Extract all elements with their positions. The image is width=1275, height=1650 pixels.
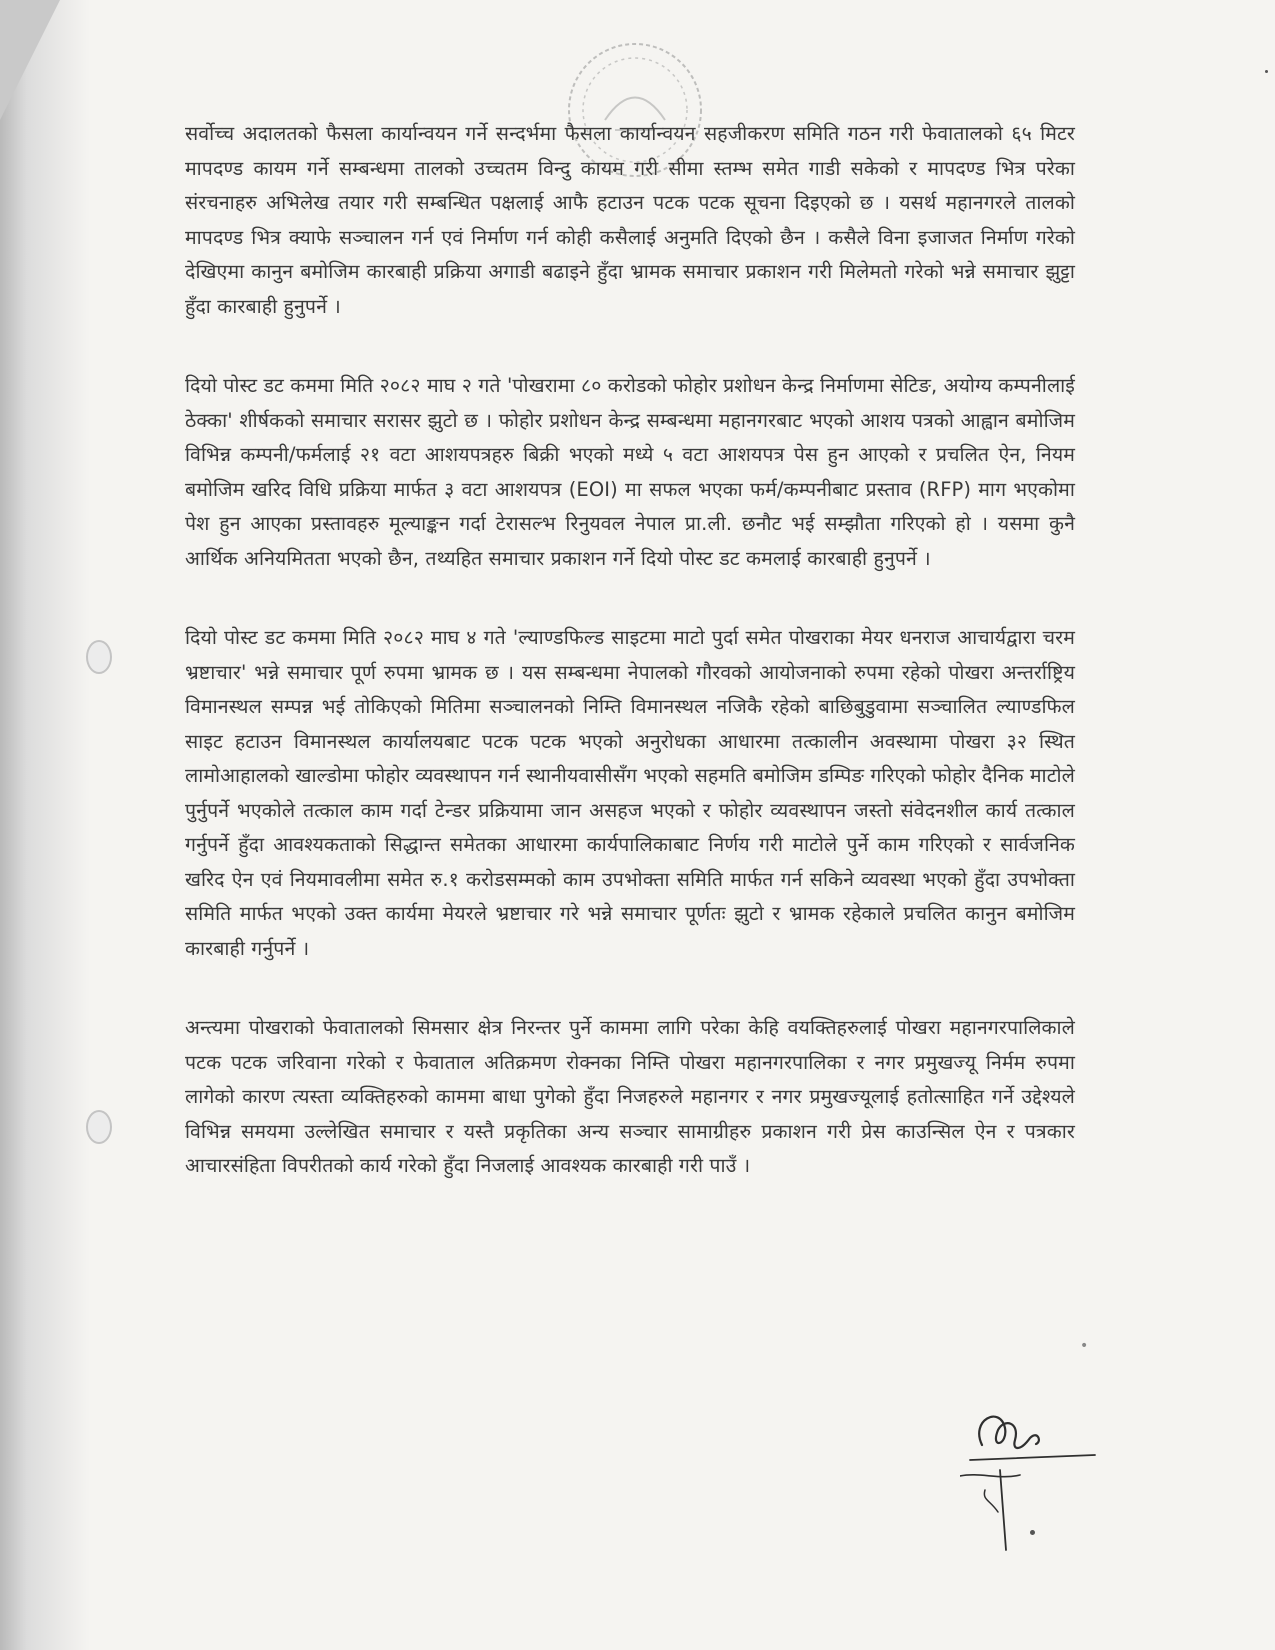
scan-edge-shadow <box>0 0 90 1650</box>
paragraph-conclusion: अन्त्यमा पोखराको फेवातालको सिमसार क्षेत्र निरन्तर पुर्ने काममा लागि परेका केहि वयक्तिहरुलाई पोखरा महानगरपालिकाले पटक पटक जरिवाना गरेको र फेवाताल अतिक्रमण रोक्नका निम्ति पोखरा महानगरपालिका र नगर प्रमुखज्यू निर्मम रुपमा लागेको कारण त्यस्ता व्यक्तिहरुको काममा बाधा पुगेको हुँदा निजहरुले महानगर र नगर प्रमुखज्यूलाई हतोत्साहित गर्ने उद्देश्यले विभिन्न समयमा उल्लेखित समाचार र यस्तै प्रकृतिका अन्य सञ्चार सामाग्रीहरु प्रकाशन गरी प्रेस काउन्सिल ऐन र पत्रकार आचारसंहिता विपरीतको कार्य गरेको हुँदा निजलाई आवश्यक कारबाही गरी पाउँ । <box>185 1016 1075 1177</box>
paragraph-landfill-site: दियो पोस्ट डट कममा मिति २०८२ माघ ४ गते 'ल्याण्डफिल्ड साइटमा माटो पुर्दा समेत पोखराका मेयर धनराज आचार्यद्वारा चरम भ्रष्टाचार' भन्ने समाचार पूर्ण रुपमा भ्रामक छ । यस सम्बन्धमा नेपालको गौरवको आयोजनाको रुपमा रहेको पोखरा अन्तर्राष्ट्रिय विमानस्थल सम्पन्न भई तोकिएको मितिमा सञ्चालनको निम्ति विमानस्थल नजिकै रहेको बाछिबुडुवामा सञ्चालित ल्याण्डफिल साइट हटाउन विमानस्थल कार्यालयबाट पटक पटक भएको अनुरोधका आधारमा तत्कालीन अवस्थामा पोखरा ३२ स्थित लामोआहालको खाल्डोमा फोहोर व्यवस्थापन गर्न स्थानीयवासीसँग भएको सहमति बमोजिम डम्पिङ गरिएको फोहोर दैनिक माटोले पुर्नुपर्ने भएकोले तत्काल काम गर्दा टेन्डर प्रक्रियामा जान असहज भएको र फोहोर व्यवस्थापन जस्तो संवेदनशील कार्य तत्काल गर्नुपर्ने हुँदा आवश्यकताको सिद्धान्त समेतका आधारमा कार्यपालिकाबाट निर्णय गरी माटोले पुर्ने काम गरिएको र सार्वजनिक खरिद ऐन एवं नियमावलीमा समेत रु.१ करोडसम्मको काम उपभोक्ता समिति मार्फत गर्न सकिने व्यवस्था भएको हुँदा उपभोक्ता समिति मार्फत भएको उक्त कार्यमा मेयरले भ्रष्टाचार गरे भन्ने समाचार पूर्णतः झुटो र भ्रामक रहेकाले प्रचलित कानुन बमोजिम कारबाही गर्नुपर्ने । <box>185 626 1075 960</box>
document-body <box>185 117 1075 1184</box>
folded-corner <box>0 0 60 120</box>
scan-speck <box>1030 1530 1035 1535</box>
handwritten-signature <box>960 1400 1120 1560</box>
punch-hole <box>86 1110 112 1144</box>
punch-hole <box>86 640 112 674</box>
scan-mark: • <box>1080 1338 1089 1354</box>
scan-speck <box>1265 70 1268 73</box>
paragraph-lake-standard: सर्वोच्च अदालतको फैसला कार्यान्वयन गर्ने सन्दर्भमा फैसला कार्यान्वयन सहजीकरण समिति गठन गरी फेवातालको ६५ मिटर मापदण्ड कायम गर्ने सम्बन्धमा तालको उच्चतम विन्दु कायम गरी सीमा स्तम्भ समेत गाडी सकेको र मापदण्ड भित्र परेका संरचनाहरु अभिलेख तयार गरी सम्बन्धित पक्षलाई आफै हटाउन पटक पटक सूचना दिइएको छ । यसर्थ महानगरले तालको मापदण्ड भित्र क्याफे सञ्चालन गर्न एवं निर्माण गर्न कोही कसैलाई अनुमति दिएको छैन । कसैले विना इजाजत निर्माण गरेको देखिएमा कानुन बमोजिम कारबाही प्रक्रिया अगाडी बढाइने हुँदा भ्रामक समाचार प्रकाशन गरी मिलेमतो गरेको भन्ने समाचार झुट्टा हुँदा कारबाही हुनुपर्ने । <box>185 122 1075 318</box>
paragraph-waste-plant: दियो पोस्ट डट कममा मिति २०८२ माघ २ गते 'पोखरामा ८० करोडको फोहोर प्रशोधन केन्द्र निर्माणमा सेटिङ, अयोग्य कम्पनीलाई ठेक्का' शीर्षकको समाचार सरासर झुटो छ । फोहोर प्रशोधन केन्द्र सम्बन्धमा महानगरबाट भएको आशय पत्रको आह्वान बमोजिम विभिन्न कम्पनी/फर्मलाई २१ वटा आशयपत्रहरु बिक्री भएको मध्ये ५ वटा आशयपत्र पेस हुन आएको र प्रचलित ऐन, नियम बमोजिम खरिद विधि प्रक्रिया मार्फत ३ वटा आशयपत्र (EOI) मा सफल भएका फर्म/कम्पनीबाट प्रस्ताव (RFP) माग भएकोमा पेश हुन आएका प्रस्तावहरु मूल्याङ्कन गर्दा टेरासल्भ रिनुयवल नेपाल प्रा.ली. छनौट भई सम्झौता गरिएको हो । यसमा कुनै आर्थिक अनियमितता भएको छैन, तथ्यहित समाचार प्रकाशन गर्ने दियो पोस्ट डट कमलाई कारबाही हुनुपर्ने । <box>185 374 1075 570</box>
